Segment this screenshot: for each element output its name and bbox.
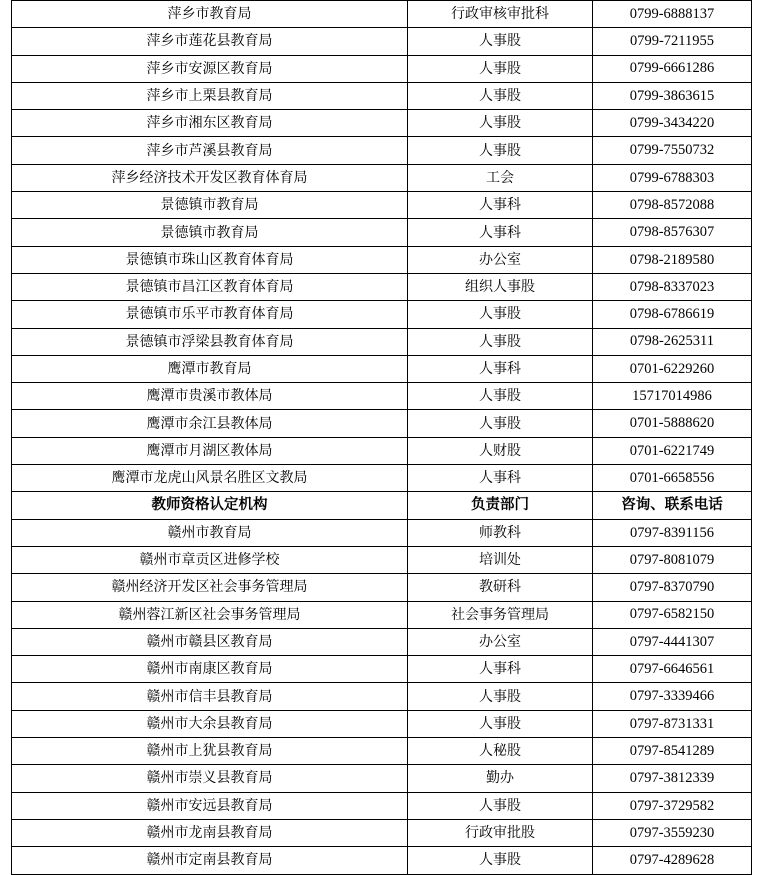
table-row [12,819,752,846]
phone-cell: 0799-7550732 [593,137,752,164]
department-cell: 组织人事股 [408,273,593,300]
department-cell: 人事科 [408,192,593,219]
phone-cell: 15717014986 [593,383,752,410]
table-row [12,328,752,355]
org-cell: 景德镇市教育局 [12,219,408,246]
phone-cell: 0799-3863615 [593,82,752,109]
org-cell: 萍乡经济技术开发区教育体育局 [12,164,408,191]
department-cell: 人事股 [408,301,593,328]
contact-table-body [12,1,752,875]
contact-table-container [11,0,751,875]
table-row [12,82,752,109]
org-cell: 萍乡市莲花县教育局 [12,28,408,55]
org-cell: 赣州市定南县教育局 [12,847,408,874]
department-cell: 人事股 [408,683,593,710]
phone-cell: 0799-7211955 [593,28,752,55]
table-row [12,656,752,683]
org-cell: 赣州市大余县教育局 [12,710,408,737]
department-cell: 人事股 [408,82,593,109]
org-cell: 萍乡市上栗县教育局 [12,82,408,109]
table-row [12,738,752,765]
department-cell: 人事股 [408,55,593,82]
org-cell: 赣州市章贡区进修学校 [12,546,408,573]
phone-cell: 0799-3434220 [593,110,752,137]
org-cell: 萍乡市芦溪县教育局 [12,137,408,164]
table-row [12,792,752,819]
org-cell: 赣州市信丰县教育局 [12,683,408,710]
org-cell: 赣州市南康区教育局 [12,656,408,683]
phone-cell: 0797-8541289 [593,738,752,765]
department-cell: 人事股 [408,710,593,737]
department-cell: 培训处 [408,546,593,573]
org-cell: 鹰潭市余江县教体局 [12,410,408,437]
department-cell: 人事股 [408,110,593,137]
department-cell: 人事科 [408,656,593,683]
table-header-row [12,492,752,519]
phone-cell: 0797-6646561 [593,656,752,683]
department-cell: 人事科 [408,465,593,492]
phone-cell: 0797-3339466 [593,683,752,710]
org-cell: 鹰潭市贵溪市教体局 [12,383,408,410]
department-cell: 勤办 [408,765,593,792]
department-cell: 办公室 [408,246,593,273]
table-row [12,519,752,546]
department-cell: 行政审核审批科 [408,1,593,28]
org-cell: 赣州市安远县教育局 [12,792,408,819]
department-cell: 工会 [408,164,593,191]
department-cell: 人事股 [408,137,593,164]
table-row [12,410,752,437]
table-row [12,383,752,410]
table-row [12,110,752,137]
table-row [12,1,752,28]
phone-cell: 0797-4289628 [593,847,752,874]
table-row [12,465,752,492]
table-row [12,710,752,737]
phone-cell: 0798-2189580 [593,246,752,273]
table-row [12,273,752,300]
table-row [12,847,752,874]
table-row [12,137,752,164]
org-cell: 景德镇市昌江区教育体育局 [12,273,408,300]
phone-cell: 0701-5888620 [593,410,752,437]
phone-cell: 0797-8391156 [593,519,752,546]
phone-cell: 0797-3559230 [593,819,752,846]
phone-cell: 0797-8731331 [593,710,752,737]
table-row [12,28,752,55]
department-cell: 行政审批股 [408,819,593,846]
department-cell: 人事股 [408,383,593,410]
org-cell: 鹰潭市教育局 [12,355,408,382]
table-row [12,437,752,464]
org-cell: 赣州市上犹县教育局 [12,738,408,765]
phone-cell: 0798-8337023 [593,273,752,300]
org-cell: 景德镇市珠山区教育体育局 [12,246,408,273]
table-row [12,765,752,792]
phone-cell: 0797-6582150 [593,601,752,628]
department-cell: 师教科 [408,519,593,546]
phone-cell: 0701-6221749 [593,437,752,464]
org-cell: 赣州市龙南县教育局 [12,819,408,846]
department-cell: 办公室 [408,628,593,655]
department-cell: 人事股 [408,847,593,874]
header-department-cell: 负责部门 [408,492,593,519]
department-cell: 人事股 [408,410,593,437]
phone-cell: 0798-8576307 [593,219,752,246]
org-cell: 赣州市教育局 [12,519,408,546]
header-phone-cell: 咨询、联系电话 [593,492,752,519]
org-cell: 萍乡市教育局 [12,1,408,28]
table-row [12,628,752,655]
org-cell: 赣州市赣县区教育局 [12,628,408,655]
table-row [12,546,752,573]
table-row [12,683,752,710]
org-cell: 萍乡市湘东区教育局 [12,110,408,137]
table-row [12,219,752,246]
phone-cell: 0797-3729582 [593,792,752,819]
org-cell: 赣州经济开发区社会事务管理局 [12,574,408,601]
department-cell: 人事股 [408,28,593,55]
phone-cell: 0797-3812339 [593,765,752,792]
org-cell: 景德镇市乐平市教育体育局 [12,301,408,328]
department-cell: 人事科 [408,355,593,382]
contact-table [11,0,752,875]
table-row [12,601,752,628]
table-row [12,55,752,82]
org-cell: 赣州市崇义县教育局 [12,765,408,792]
org-cell: 景德镇市浮梁县教育体育局 [12,328,408,355]
phone-cell: 0798-2625311 [593,328,752,355]
header-org-cell: 教师资格认定机构 [12,492,408,519]
phone-cell: 0701-6229260 [593,355,752,382]
org-cell: 萍乡市安源区教育局 [12,55,408,82]
department-cell: 人事科 [408,219,593,246]
phone-cell: 0798-8572088 [593,192,752,219]
phone-cell: 0797-8081079 [593,546,752,573]
department-cell: 人事股 [408,328,593,355]
org-cell: 鹰潭市月湖区教体局 [12,437,408,464]
phone-cell: 0797-8370790 [593,574,752,601]
table-row [12,164,752,191]
department-cell: 教研科 [408,574,593,601]
phone-cell: 0799-6788303 [593,164,752,191]
table-row [12,574,752,601]
phone-cell: 0798-6786619 [593,301,752,328]
department-cell: 社会事务管理局 [408,601,593,628]
phone-cell: 0701-6658556 [593,465,752,492]
department-cell: 人秘股 [408,738,593,765]
phone-cell: 0797-4441307 [593,628,752,655]
department-cell: 人事股 [408,792,593,819]
phone-cell: 0799-6888137 [593,1,752,28]
table-row [12,301,752,328]
org-cell: 鹰潭市龙虎山风景名胜区文教局 [12,465,408,492]
table-row [12,355,752,382]
department-cell: 人财股 [408,437,593,464]
table-row [12,192,752,219]
org-cell: 景德镇市教育局 [12,192,408,219]
phone-cell: 0799-6661286 [593,55,752,82]
table-row [12,246,752,273]
org-cell: 赣州蓉江新区社会事务管理局 [12,601,408,628]
